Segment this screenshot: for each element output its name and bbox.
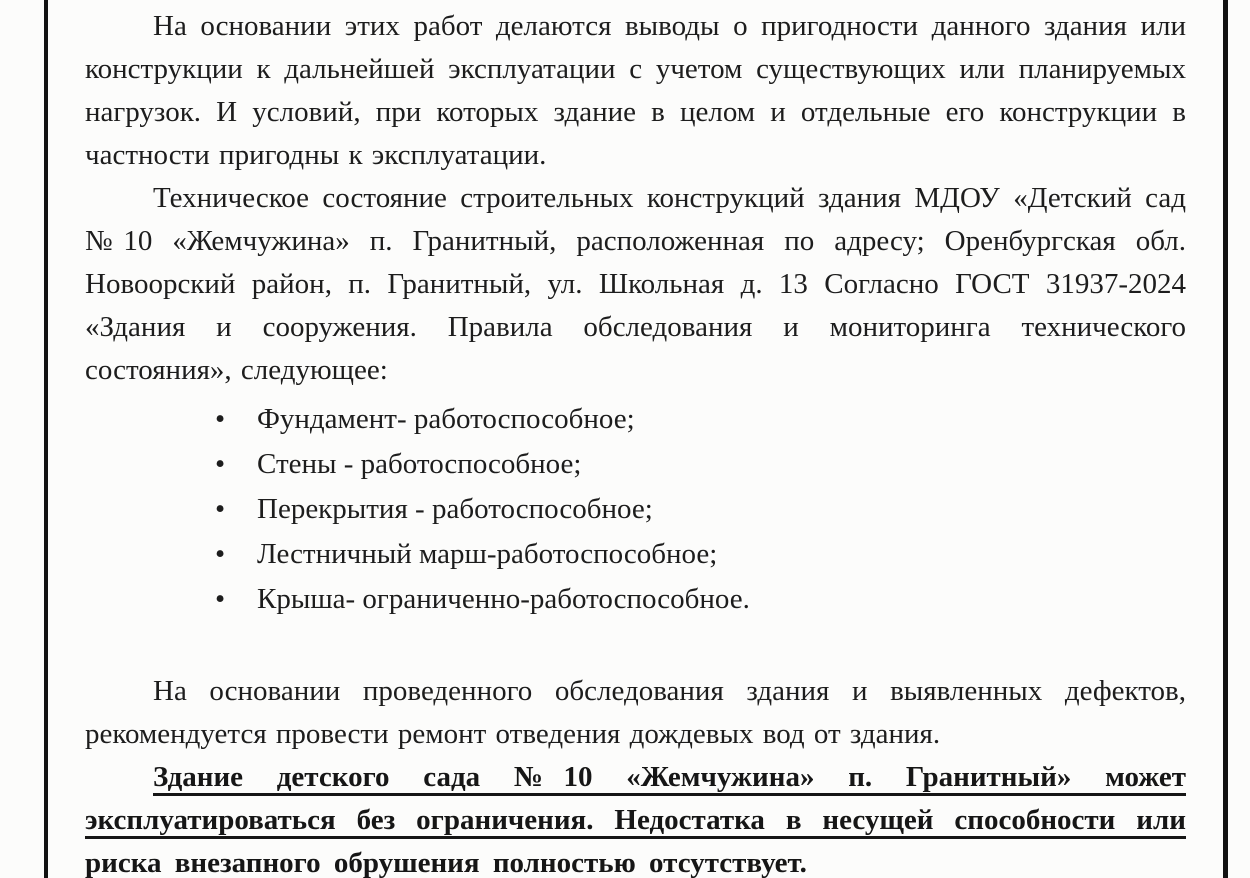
blank-gap bbox=[85, 622, 1186, 670]
condition-item-label: Перекрытия - работоспособное; bbox=[257, 493, 653, 525]
condition-item-walls bbox=[85, 442, 1186, 487]
condition-item-label: Стены - работоспособное; bbox=[257, 448, 582, 480]
page-frame-right-border bbox=[1223, 0, 1228, 878]
condition-item-stairs bbox=[85, 532, 1186, 577]
condition-list bbox=[85, 397, 1186, 622]
condition-item-roof bbox=[85, 577, 1186, 622]
bullet-icon: • bbox=[215, 538, 226, 570]
paragraph-technical-condition: Техническое состояние строительных конструкций здания МДОУ «Детский сад №10 «Жемчужина» п. Гранитный, расположенная по адресу; Оренбургская обл. Новоорский район, п. Гранитный, ул. Школьная д. 13 Согласно ГОСТ 31937-2024 «Здания и сооружения. Правила обследования и мониторинга технического состояния», следующее: bbox=[85, 182, 1186, 386]
bullet-icon: • bbox=[215, 403, 226, 435]
paragraph-final-conclusion: Здание детского сада №10 «Жемчужина» п. Гранитный» может эксплуатироваться без ограничения. Недостатка в несущей способности или риска внезапного обрушения полностью отсутствует. bbox=[85, 761, 1186, 878]
condition-item-label: Лестничный марш-работоспособное; bbox=[257, 538, 718, 570]
condition-item-foundation bbox=[85, 397, 1186, 442]
bullet-icon: • bbox=[215, 448, 226, 480]
page-frame-left-border bbox=[44, 0, 48, 878]
paragraph-recommendation: На основании проведенного обследования здания и выявленных дефектов, рекомендуется провести ремонт отведения дождевых вод от здания. bbox=[85, 675, 1186, 750]
paragraph-suitability-conclusions: На основании этих работ делаются выводы о пригодности данного здания или конструкции к дальнейшей эксплуатации с учетом существующих или планируемых нагрузок. И условий, при которых здание в целом и отдельные его конструкции в частности пригодны к эксплуатации. bbox=[85, 10, 1186, 171]
condition-item-label: Фундамент- работоспособное; bbox=[257, 403, 635, 435]
bullet-icon: • bbox=[215, 583, 226, 615]
condition-item-label: Крыша- ограниченно-работоспособное. bbox=[257, 583, 750, 615]
page-content bbox=[85, 0, 1186, 878]
bullet-icon: • bbox=[215, 493, 226, 525]
condition-item-floors bbox=[85, 487, 1186, 532]
